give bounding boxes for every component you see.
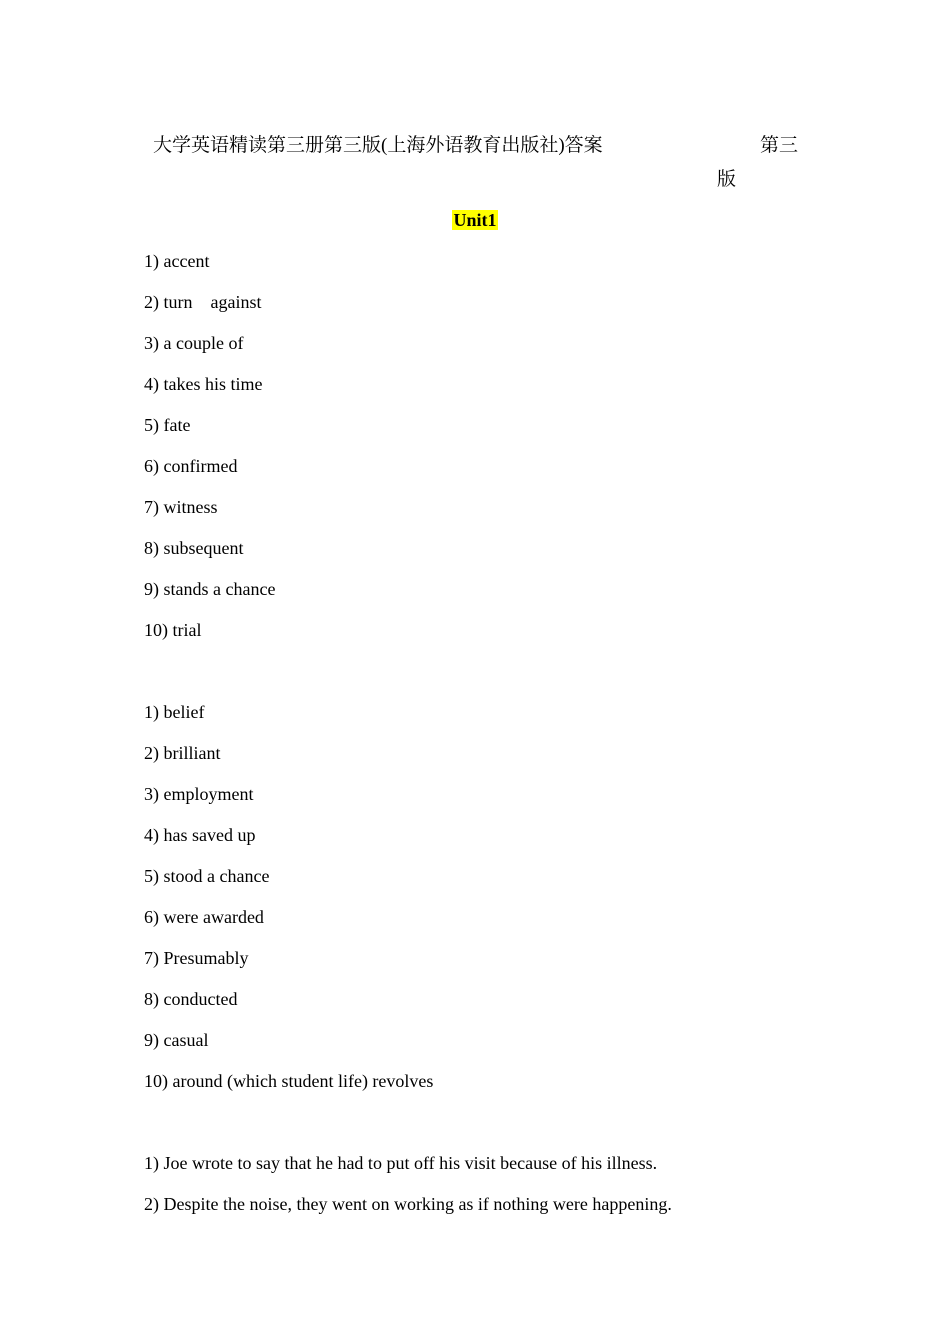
edition-label-line2: 版 bbox=[717, 169, 737, 190]
list-item: 10) trial bbox=[144, 620, 202, 640]
answer-list bbox=[144, 249, 672, 1233]
list-item: 7) Presumably bbox=[144, 948, 249, 968]
list-item: 1) belief bbox=[144, 702, 205, 722]
document-title: 大学英语精读第三册第三版(上海外语教育出版社)答案 bbox=[153, 135, 603, 156]
section-spacer bbox=[144, 1110, 672, 1151]
list-item: 3) a couple of bbox=[144, 333, 244, 353]
list-item: 4) has saved up bbox=[144, 825, 256, 845]
list-item: 9) casual bbox=[144, 1030, 209, 1050]
list-item: 1) Joe wrote to say that he had to put off his visit because of his illness. bbox=[144, 1153, 658, 1173]
list-item: 5) stood a chance bbox=[144, 866, 270, 886]
edition-label-line1: 第三 bbox=[760, 135, 799, 156]
list-item: 2) turn against bbox=[144, 292, 262, 312]
list-item: 1) accent bbox=[144, 251, 210, 271]
list-item: 6) were awarded bbox=[144, 907, 264, 927]
list-item: 6) confirmed bbox=[144, 456, 238, 476]
list-item: 2) Despite the noise, they went on working as if nothing were happening. bbox=[144, 1194, 672, 1214]
list-item: 8) subsequent bbox=[144, 538, 244, 558]
section-spacer bbox=[144, 659, 672, 700]
list-item: 3) employment bbox=[144, 784, 254, 804]
list-item: 2) brilliant bbox=[144, 743, 221, 763]
list-item: 7) witness bbox=[144, 497, 218, 517]
list-item: 4) takes his time bbox=[144, 374, 263, 394]
list-item: 10) around (which student life) revolves bbox=[144, 1071, 434, 1091]
list-item: 5) fate bbox=[144, 415, 191, 435]
unit-heading bbox=[0, 208, 950, 232]
list-item: 8) conducted bbox=[144, 989, 238, 1009]
list-item: 9) stands a chance bbox=[144, 579, 276, 599]
unit-heading-text: Unit1 bbox=[453, 210, 497, 230]
